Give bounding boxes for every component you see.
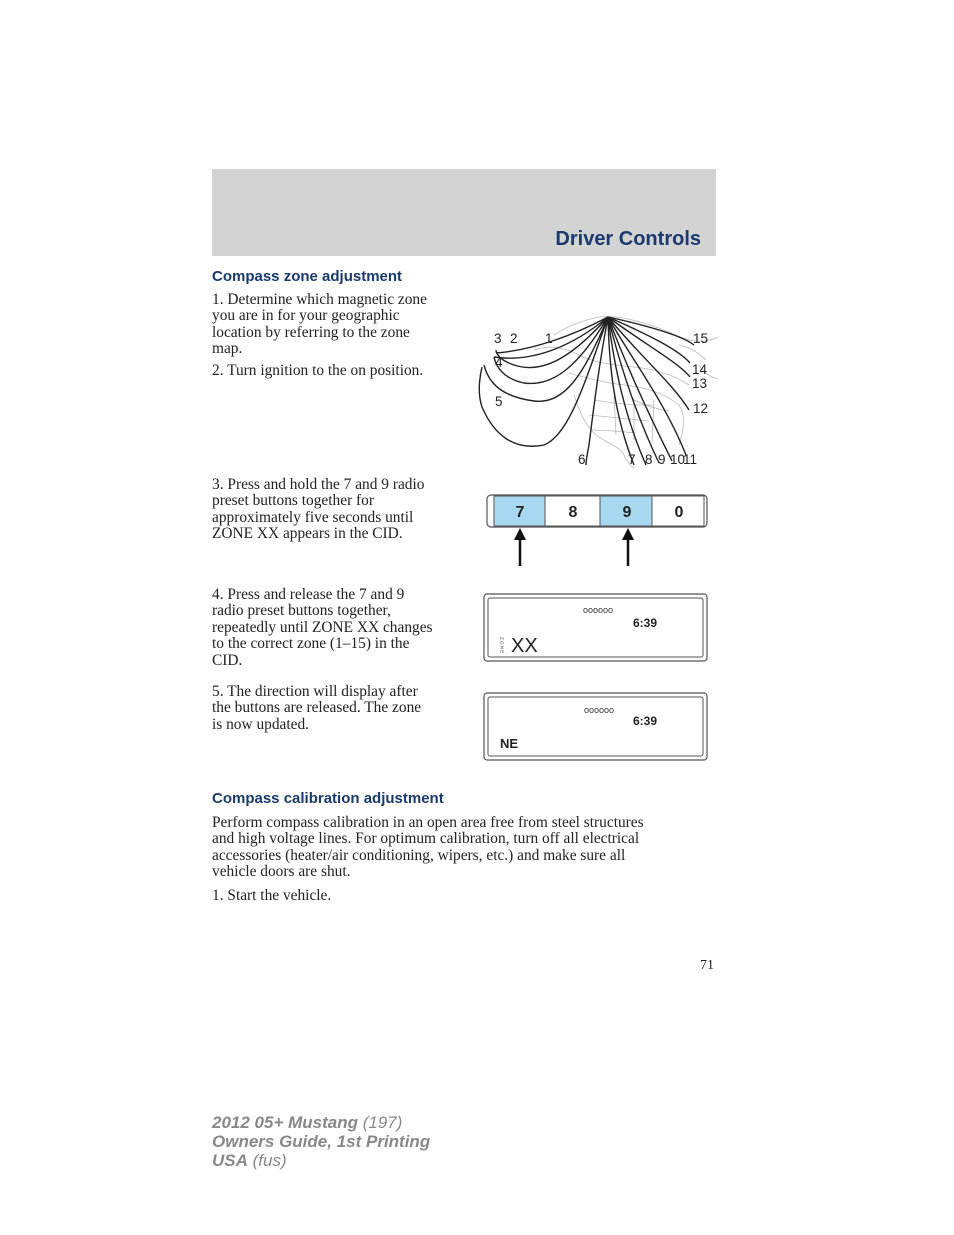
zone-label-8: 8 (645, 452, 653, 467)
page-number: 71 (700, 958, 714, 973)
zone-label-1: 1 (545, 331, 553, 346)
display-clock: 6:39 (633, 616, 658, 630)
zone-label-12: 12 (693, 401, 709, 416)
arrow-icons (514, 528, 634, 566)
preset-button-0: 0 (674, 504, 684, 521)
section-heading-calibration: Compass calibration adjustment (212, 790, 444, 807)
zone-step-2: 2. Turn ignition to the on position. (212, 362, 424, 379)
zone-step-5: 5. The direction will display after the buttons are released. The zone is now updated. (212, 683, 422, 733)
display-cells: oooooo (584, 705, 615, 715)
cid-display-direction (483, 692, 709, 762)
zone-label-5: 5 (495, 394, 503, 409)
zone-label-3: 3 (494, 331, 502, 346)
zone-label-2: 2 (510, 331, 518, 346)
display-clock: 6:39 (633, 714, 658, 728)
zone-label-11: 11 (683, 452, 698, 467)
header-bar (212, 169, 716, 256)
display-direction-value: NE (500, 736, 519, 751)
zone-vertical-label: Z O N E (499, 637, 505, 654)
zone-step-3: 3. Press and hold the 7 and 9 radio preset buttons together for approximately five seconds until ZONE XX appears in the CID. (212, 476, 425, 543)
cid-display-zone (483, 593, 709, 663)
zone-label-14: 14 (692, 362, 708, 377)
preset-button-7: 7 (515, 504, 525, 521)
zone-label-10: 10 (670, 452, 686, 467)
zone-step-4: 4. Press and release the 7 and 9 radio preset buttons together, repeatedly until ZONE XX changes to the correct zone (1–15) in the CID. (212, 586, 433, 669)
display-zone-value: XX (511, 635, 538, 657)
zone-label-15: 15 (693, 331, 709, 346)
section-heading-zone: Compass zone adjustment (212, 268, 403, 285)
zone-label-4: 4 (495, 355, 503, 370)
page-title: Driver Controls (555, 228, 701, 250)
preset-button-8: 8 (568, 504, 578, 521)
footer: 2012 05+ Mustang (197) Owners Guide, 1st Printing USA (fus) (212, 1113, 431, 1170)
display-cells: oooooo (583, 605, 614, 615)
preset-buttons-figure (486, 494, 710, 568)
preset-button-9: 9 (622, 504, 632, 521)
zone-map-figure (474, 305, 718, 470)
zone-step-1: 1. Determine which magnetic zone you are in for your geographic location by referring to the zone map. (212, 291, 427, 358)
calibration-intro: Perform compass calibration in an open area free from steel structures and high voltage lines. For optimum calibration, turn off all electrical accessories (heater/air conditioning, wipers, etc.) and make sure all vehicle doors are shut. (212, 814, 644, 881)
map-outline (534, 316, 718, 468)
zone-label-6: 6 (578, 452, 586, 467)
calibration-step-1: 1. Start the vehicle. (212, 887, 332, 904)
zone-label-13: 13 (692, 376, 708, 391)
zone-label-9: 9 (658, 452, 666, 467)
zone-label-7: 7 (628, 452, 636, 467)
